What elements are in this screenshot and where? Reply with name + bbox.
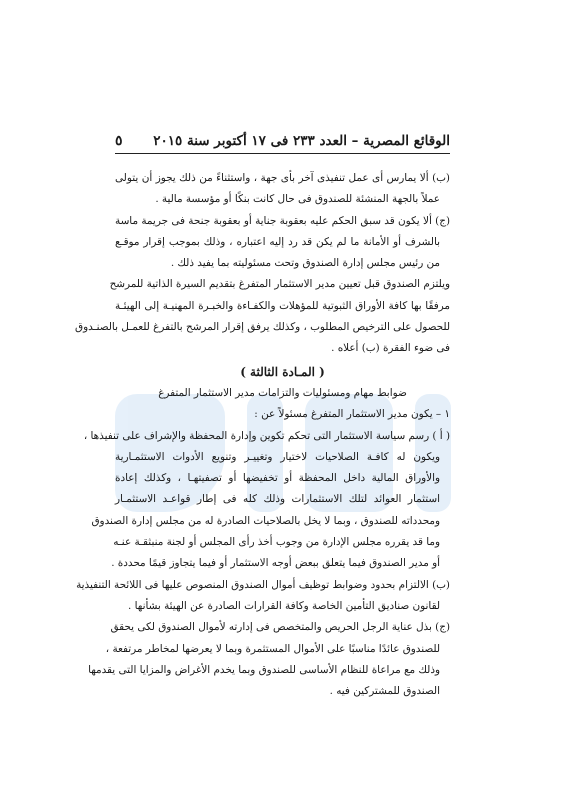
text-line: للصندوق عائدًا مناسبًا على الأموال المستثمرة وبما لا يعرضها لمخاطر مرتفعة ، [105,642,440,655]
text-line: من رئيس مجلس إدارة الصندوق وتحت مسئوليته بما يفيد ذلك . [170,257,440,270]
item-1 [115,404,450,425]
text-line: وذلك مع مراعاة للنظام الأساسى للصندوق وبما يخدم الأغراض والمزايا التى يقدمها [88,663,440,676]
text-line: الصندوق للمشتركين فيه . [329,685,440,698]
clause-c [115,211,450,275]
sub-clause-a [83,426,450,575]
text-line: ١ – يكون مدير الاستثمار المتفرغ مسئولاً عن : [254,408,450,421]
text-line: فى ضوء الفقرة (ب) أعلاه . [331,342,450,355]
text-line: (ج) ألا يكون قد سبق الحكم عليه بعقوبة جناية أو بعقوبة جنحة فى جريمة ماسة [115,214,450,227]
text-line: (ب) ألا يمارس أى عمل تنفيذى آخر بأى جهة ، واستثناءً من ذلك يجوز أن يتولى [115,172,450,184]
article-subtitle: ضوابط مهام ومسئوليات والتزامات مدير الاستثمار المتفرغ [158,386,407,399]
page-number: ٥ [115,133,123,149]
text-line: ومحدداته للصندوق ، وبما لا يخل بالصلاحيات الصادرة له من مجلس إدارة الصندوق [91,514,440,527]
sub-clause-c [88,617,450,702]
text-line: بالشرف أو الأمانة ما لم يكن قد رد إليه اعتباره ، وذلك بموجب إقرار موقـع [115,235,440,248]
clause-b [115,168,450,211]
text-line: (ب) الالتزام بحدود وضوابط توظيف أموال الصندوق المنصوص عليها فى اللائحة التنفيذية [76,578,450,591]
text-line: والأوراق المالية داخل المحفظة أو تخفيضها أو تصفيتهـا ، وكذلك إعادة [115,472,440,485]
text-line: ( أ ) رسم سياسة الاستثمار التى تحكم تكوين وإدارة المحفظة والإشراف على تنفيذها ، [83,429,450,442]
text-line: مرفقًا بها كافة الأوراق الثبوتية للمؤهلات والكفـاءة والخبـرة المهنيـة إلى الهيئـة [115,299,450,312]
document-body [75,168,450,702]
gazette-issue-title: الوقائع المصرية – العدد ٢٣٣ فى ١٧ أكتوبر سنة ٢٠١٥ [153,133,450,149]
text-line: وما قد يقرره مجلس الإدارة من وجوب أخذ رأى المجلس أو لجنة منبثقـة عنـه [113,536,440,549]
sub-clause-b [76,575,450,618]
text-line: أو مدير الصندوق فيما يتعلق ببعض أوجه الاستثمار أو فيما يتجاوز قيمًا محددة . [111,557,440,570]
text-line: ويكون له كافـة الصلاحيات لاختيار وتغييـر وتنويع الأدوات الاستثمـارية [115,450,440,463]
text-line: عملاً بالجهة المنشئة للصندوق فى حال كانت بنكًا أو مؤسسة مالية . [155,193,440,206]
article-heading: ( المـادة الثالثة ) [240,364,325,379]
text-line: للحصول على الترخيص المطلوب ، وكذلك يرفق إقرار المرشح بالتفرغ للعمـل بالصنـدوق [75,321,450,334]
text-line: ويلتزم الصندوق قبل تعيين مدير الاستثمار المتفرغ بتقديم السيرة الذاتية للمرشح [109,278,450,291]
fund-commitment-paragraph [75,274,450,359]
text-line: لقانون صناديق التأمين الخاصة وكافة القرارات الصادرة عن الهيئة بشأنها . [128,599,440,612]
text-line: استثمار العوائد لتلك الاستثمارات وذلك كله فى إطار قواعـد الاستثمـار [115,493,440,506]
text-line: (ج) بذل عناية الرجل الحريص والمتخصص فى إدارته لأموال الصندوق لكى يحقق [110,621,450,634]
page-header [115,133,450,154]
